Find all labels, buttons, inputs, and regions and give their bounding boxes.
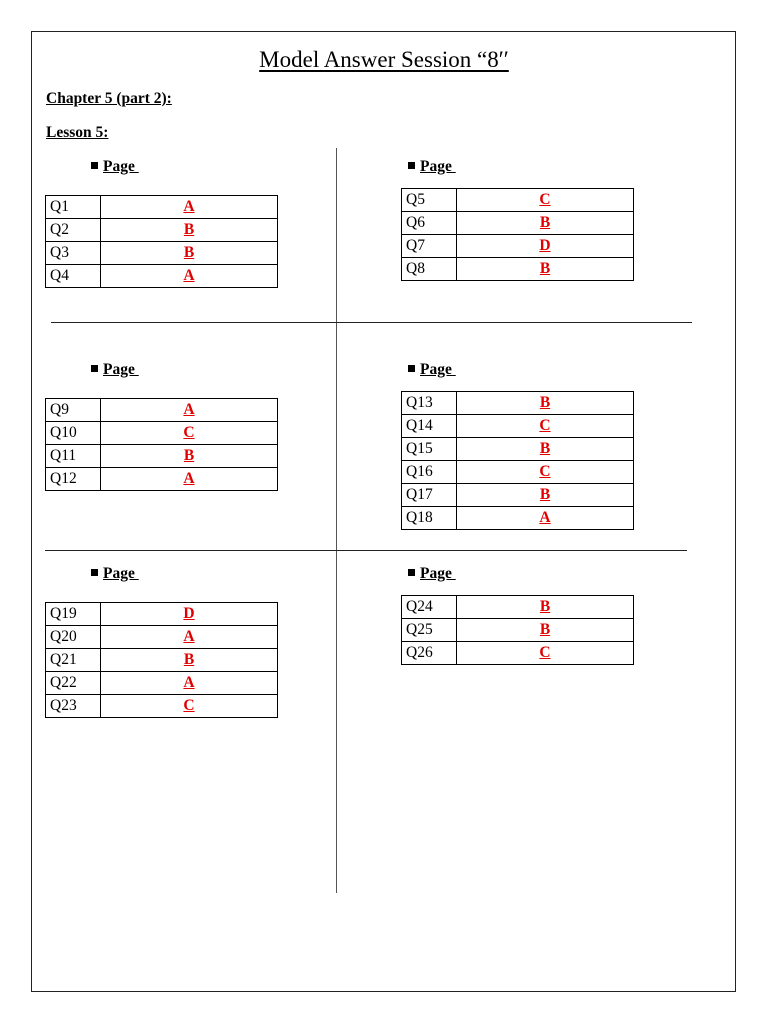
answer-letter: B (457, 438, 634, 461)
table-row (46, 603, 278, 626)
question-number: Q18 (402, 507, 457, 530)
question-number: Q26 (402, 642, 457, 665)
answer-letter: B (457, 619, 634, 642)
page-label: Page (91, 158, 139, 176)
vertical-divider (336, 148, 337, 893)
table-row (46, 649, 278, 672)
answer-letter: A (457, 507, 634, 530)
question-number: Q6 (402, 212, 457, 235)
question-number: Q3 (46, 242, 101, 265)
question-number: Q24 (402, 596, 457, 619)
question-number: Q20 (46, 626, 101, 649)
question-number: Q23 (46, 695, 101, 718)
answer-letter: A (101, 468, 278, 491)
table-row (402, 415, 634, 438)
square-bullet-icon (408, 569, 415, 576)
answer-letter: B (457, 596, 634, 619)
table-row (46, 196, 278, 219)
table-row (46, 695, 278, 718)
square-bullet-icon (91, 365, 98, 372)
question-number: Q8 (402, 258, 457, 281)
table-row (402, 642, 634, 665)
lesson-heading: Lesson 5: (46, 124, 109, 141)
answer-table (45, 195, 278, 288)
table-row (46, 468, 278, 491)
table-row (402, 484, 634, 507)
question-number: Q19 (46, 603, 101, 626)
question-number: Q15 (402, 438, 457, 461)
table-row (402, 392, 634, 415)
table-row (46, 672, 278, 695)
answer-letter: C (457, 415, 634, 438)
table-row (402, 235, 634, 258)
answer-table (401, 595, 634, 665)
question-number: Q5 (402, 189, 457, 212)
answer-letter: B (101, 649, 278, 672)
question-number: Q16 (402, 461, 457, 484)
table-row (46, 445, 278, 468)
answer-table (401, 188, 634, 281)
answer-table (401, 391, 634, 530)
question-number: Q10 (46, 422, 101, 445)
question-number: Q14 (402, 415, 457, 438)
answer-letter: A (101, 399, 278, 422)
answer-table (45, 398, 278, 491)
horizontal-divider-2 (45, 550, 687, 551)
table-row (46, 626, 278, 649)
answer-letter: B (101, 219, 278, 242)
table-row (402, 212, 634, 235)
answer-letter: A (101, 626, 278, 649)
table-row (46, 242, 278, 265)
question-number: Q22 (46, 672, 101, 695)
table-row (402, 189, 634, 212)
question-number: Q21 (46, 649, 101, 672)
answer-letter: B (101, 445, 278, 468)
square-bullet-icon (91, 162, 98, 169)
answer-letter: A (101, 672, 278, 695)
question-number: Q11 (46, 445, 101, 468)
answer-letter: C (101, 422, 278, 445)
question-number: Q12 (46, 468, 101, 491)
answer-letter: B (457, 212, 634, 235)
page-label: Page (91, 565, 139, 583)
answer-letter: C (457, 189, 634, 212)
answer-letter: A (101, 196, 278, 219)
question-number: Q7 (402, 235, 457, 258)
answer-letter: D (457, 235, 634, 258)
table-row (402, 507, 634, 530)
horizontal-divider-1 (51, 322, 692, 323)
question-number: Q1 (46, 196, 101, 219)
square-bullet-icon (91, 569, 98, 576)
question-number: Q9 (46, 399, 101, 422)
answer-letter: B (457, 392, 634, 415)
table-row (46, 399, 278, 422)
table-row (46, 219, 278, 242)
table-row (402, 438, 634, 461)
answer-letter: B (101, 242, 278, 265)
square-bullet-icon (408, 162, 415, 169)
table-row (402, 619, 634, 642)
question-number: Q4 (46, 265, 101, 288)
answer-table (45, 602, 278, 718)
answer-letter: D (101, 603, 278, 626)
page-label: Page (408, 361, 456, 379)
answer-letter: C (101, 695, 278, 718)
question-number: Q25 (402, 619, 457, 642)
answer-letter: C (457, 461, 634, 484)
question-number: Q17 (402, 484, 457, 507)
page-title: Model Answer Session “8′′ (259, 47, 509, 72)
answer-letter: B (457, 484, 634, 507)
table-row (46, 265, 278, 288)
table-row (402, 258, 634, 281)
answer-letter: B (457, 258, 634, 281)
answer-letter: A (101, 265, 278, 288)
table-row (46, 422, 278, 445)
page-label: Page (91, 361, 139, 379)
table-row (402, 596, 634, 619)
page-label: Page (408, 565, 456, 583)
page-label: Page (408, 158, 456, 176)
question-number: Q13 (402, 392, 457, 415)
answer-letter: C (457, 642, 634, 665)
question-number: Q2 (46, 219, 101, 242)
table-row (402, 461, 634, 484)
chapter-heading: Chapter 5 (part 2): (46, 90, 172, 107)
square-bullet-icon (408, 365, 415, 372)
